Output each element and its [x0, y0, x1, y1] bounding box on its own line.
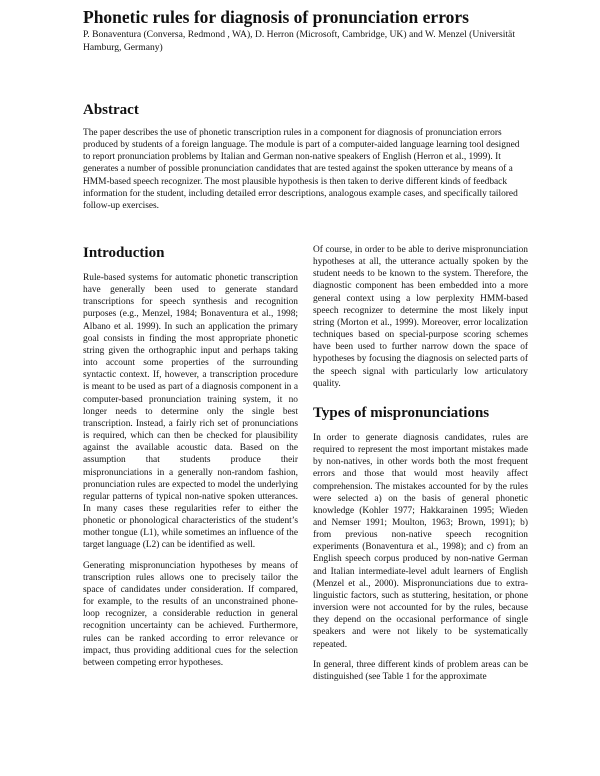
abstract-heading: Abstract: [83, 102, 139, 118]
abstract-text: The paper describes the use of phonetic transcription rules in a component for diagnosis of pronunciation errors produced by students of a foreign language. The module is part of a computer-aided language learning tool designed to report pronunciation problems by Italian and German non-native speakers of English (Herron et al., 1999). It generates a number of possible pronunciation candidates that are tested against the spoken utterance by means of a HMM-based speech recognizer. The most plausible hypothesis is then taken to derive different kinds of feedback information for the student, including detailed error descriptions, analogous example cases, and specifically tailored follow-up exercises.: [83, 128, 520, 211]
types-paragraph-1: In order to generate diagnosis candidates, rules are required to represent the most important mistakes made by non-natives, in other words both the most frequent errors and those that would most heavily affect comprehension. The mistakes accounted for by the rules were selected a) on the basis of general phonetic knowledge (Kohler 1977; Hakkarainen 1995; Wieden and Nemser 1991; Moulton, 1963; Brown, 1991); b) from previous non-native speech recognition experiments (Bonaventura et al., 1998); and c) from an English speech corpus produced by non-native German and Italian intermediate-level adult learners of English (Menzel et al., 2000). Mispronunciations due to extra-linguistic factors, such as stuttering, hesitation, or phone inversion were not accounted for by the rules, because they depend on the occasional performance of single speakers and were not likely to be systematically repeated.: [313, 432, 528, 650]
paper-authors: P. Bonaventura (Conversa, Redmond , WA), D. Herron (Microsoft, Cambridge, UK) and W. Menzel (Universität Hamburg, Germany): [83, 29, 515, 53]
introduction-paragraph-1: Rule-based systems for automatic phonetic transcription have generally been used to generate standard transcriptions for speech synthesis and recognition purposes (e.g., Menzel, 1984; Bonaventura et al., 1998; Albano et al. 1999). In such an application the primary goal consists in finding the most appropriate phonetic string given the orthographic input and perhaps taking into account some properties of the surrounding syntactic context. If, however, a transcription procedure is meant to be used as part of a diagnosis component in a computer-based pronunciation training system, it no longer needs to determine only the single best transcription. Instead, a fairly rich set of pronunciations is required, which can then be checked for plausibility against the available acoustic data. Based on the assumption that students produce their mispronunciations in a generally non-random fashion, pronunciation rules are expected to model the underlying regular patterns of typical non-native spoken utterances. In many cases these regularities refer to either the phonetic or phonological characteristics of the student’s mother tongue (L1), while sometimes an influence of the target language (L2) can be identified as well.: [83, 273, 298, 551]
introduction-paragraph-2: Generating mispronunciation hypotheses by means of transcription rules allows one to precisely tailor the space of candidates under consideration. If compared, for example, to the results of an unconstrained phone-loop recognizer, a considerable reduction in general recognition uncertainty can be achieved. Furthermore, rules can be ranked according to error relevance or impact, thus providing additional cues for the selection between competing error hypotheses.: [83, 560, 298, 668]
right-column: [313, 244, 528, 691]
left-column: [83, 244, 298, 677]
paper-title: Phonetic rules for diagnosis of pronunciation errors: [83, 7, 469, 27]
introduction-paragraph-3: Of course, in order to be able to derive mispronunciation hypotheses at all, the utterance actually spoken by the student needs to be known to the system. Therefore, the diagnostic component has been embedded into a more general context using a low perplexity HMM-based speech recognizer to determine the most likely input string (Morton et al., 1999). Moreover, error localization techniques based on special-purpose scoring schemes have been used to further narrow down the space of hypotheses by focusing the diagnosis on selected parts of the speech signal with particularly low articulatory quality.: [313, 245, 528, 389]
types-heading: Types of mispronunciations: [313, 404, 490, 421]
introduction-heading: Introduction: [83, 245, 165, 261]
types-paragraph-2: In general, three different kinds of problem areas can be distinguished (see Table 1 for the approximate: [313, 659, 528, 682]
